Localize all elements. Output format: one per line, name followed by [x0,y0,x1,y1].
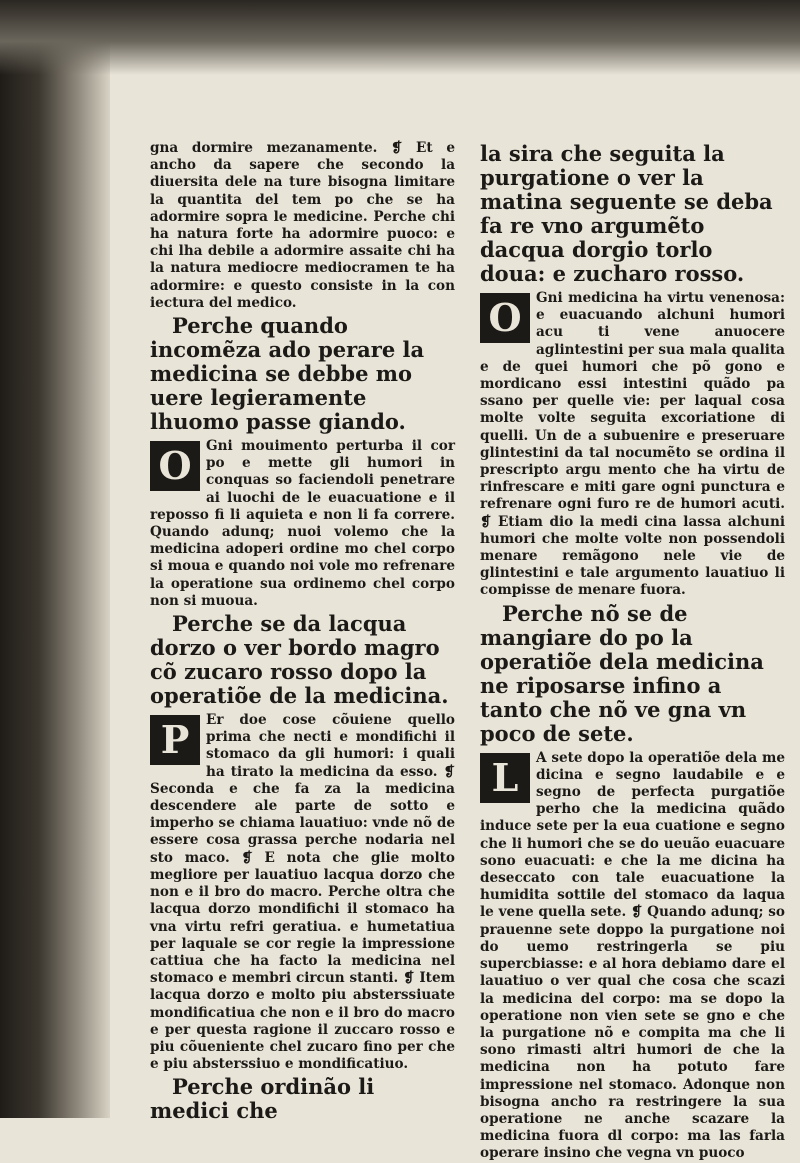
right-column [480,140,785,1162]
paragraph [480,290,785,600]
drop-cap: O [150,441,200,491]
paragraph [150,712,455,1073]
chapter-heading: Perche ordinão li medici che [150,1074,375,1124]
drop-cap: O [480,293,530,343]
drop-cap: P [150,715,200,765]
paragraph-text: Gni medicina ha virtu venenosa: e euacuando alchuni humori acu ti vene anuocere aglintestini per sua mala qualita e de quei humori che põ gono e mordicano essi intestini quãdo pa ssano per quelle vie: per laqual cosa molte volte seguita excoriatione di quelli. Un de a subuenire e preseruare glintestini da tal nocumẽto se ordina il prescripto argu mento che ha virtu de rinfrescare e miti gare ogni punctura e refrenare ogni furo re de humori acuti. ❡ Etiam dio la medi cina lassa alchuni humori che molte volte non possendoli menare remãgono nele vie de glintestini e tale argumento lauatiuo li compisse de menare fuora. [480,290,785,599]
chapter-heading: Perche nõ se de mangiare do po la operatiõe dela medicina ne riposarse infino a tanto che nõ ve gna vn poco de sete. [480,600,764,746]
paragraph-text: Gni mouimento perturba il cor po e mette gli humori in conquas so faciendoli penetrare ai luochi de le euacuatione e il reposso fi li aquieta e non li fa correre. Quando adunq; nuoi volemo che la medicina adoperi ordine mo chel corpo si moua e quando noi vole mo refrenare la operatione sua ordinemo chel corpo non si muoua. [150,438,455,609]
paragraph-text: Er doe cose cõuiene quello prima che necti e mondifichi il stomaco da gli humori: i quali ha tirato la medicina da esso. ❡ Seconda e che fa za la medicina descendere ale parte de sotto e imperho se chiama lauatiuo: vnde nõ de essere cosa grassa perche nodaria nel sto maco. ❡ E nota che glie molto megliore per lauatiuo lacqua dorzo che non e il bro do macro. Perche oltra che lacqua dorzo mondifichi il stomaco ha vna virtu refri geratiua. e humetatiua per laquale se cor regie la impressione cattiua che ha facto la medicina nel stomaco e membri circun stanti. ❡ Item lacqua dorzo e molto piu absterssiuate mondificatiua che non e il bro do macro e per questa ragione il zuccaro rosso e piu cõueniente chel zucaro fino per che e piu absterssiuo e mondificatiuo. [150,712,455,1073]
paragraph-text: A sete dopo la operatiõe dela me dicina e segno laudabile e e segno de perfecta purgatiõe perho che la medicina quãdo induce sete per la eua cuatione e segno che li humori che se do ueuão euacuare sono euacuati: e che la me dicina ha deseccato con tale euacuatione la humidita sottile del stomaco da laqua le vene quella sete. ❡ Quando adunq; so prauenne sete doppo la purgatione noi do uemo restringerla se piu supercbiasse: e al hora debiamo dare el lauatiuo o ver qual che cosa che scazi la medicina del corpo: ma se dopo la operatione non vien sete se gno e che la purgatione nõ e compita ma che li sono rimasti altri humori de che la medicina non ha potuto fare impressione nel stomaco. Adonque non bisogna ancho ra restringere la sua operatione ne anche scazare la medicina fuora dl corpo: ma las farla operare insino che vegna vn puoco [480,749,785,1162]
left-column [150,140,455,1124]
paragraph [150,438,455,610]
chapter-heading: Perche se da lacqua dorzo o ver bordo magro cõ zucaro rosso dopo la operatiõe de la medicina. [150,611,449,709]
page-top-shadow [0,0,800,75]
chapter-heading: Perche quando incomẽza ado perare la medicina se debbe mo uere legieramente lhuomo passe giando. [150,313,425,435]
drop-cap: L [480,753,530,803]
page-gutter-shadow [0,0,110,1118]
paragraph [480,750,785,1163]
paragraph: gna dormire mezanamente. ❡ Et e ancho da sapere che secondo la diuersita dele na ture bisogna limitare la quantita del tem po che se ha adormire sopra le medicine. Perche chi ha natura forte ha adormire puoco: e chi lha debile a adormire assaite chi ha la natura mediocre mediocramen te ha adormire: e questo consiste in la con iectura del medico. [150,140,455,311]
book-page [150,140,790,1162]
chapter-heading: la sira che seguita la purgatione o ver la matina seguente se deba fa re vno argumẽto dacqua dorgio torlo doua: e zucharo rosso. [480,141,773,286]
